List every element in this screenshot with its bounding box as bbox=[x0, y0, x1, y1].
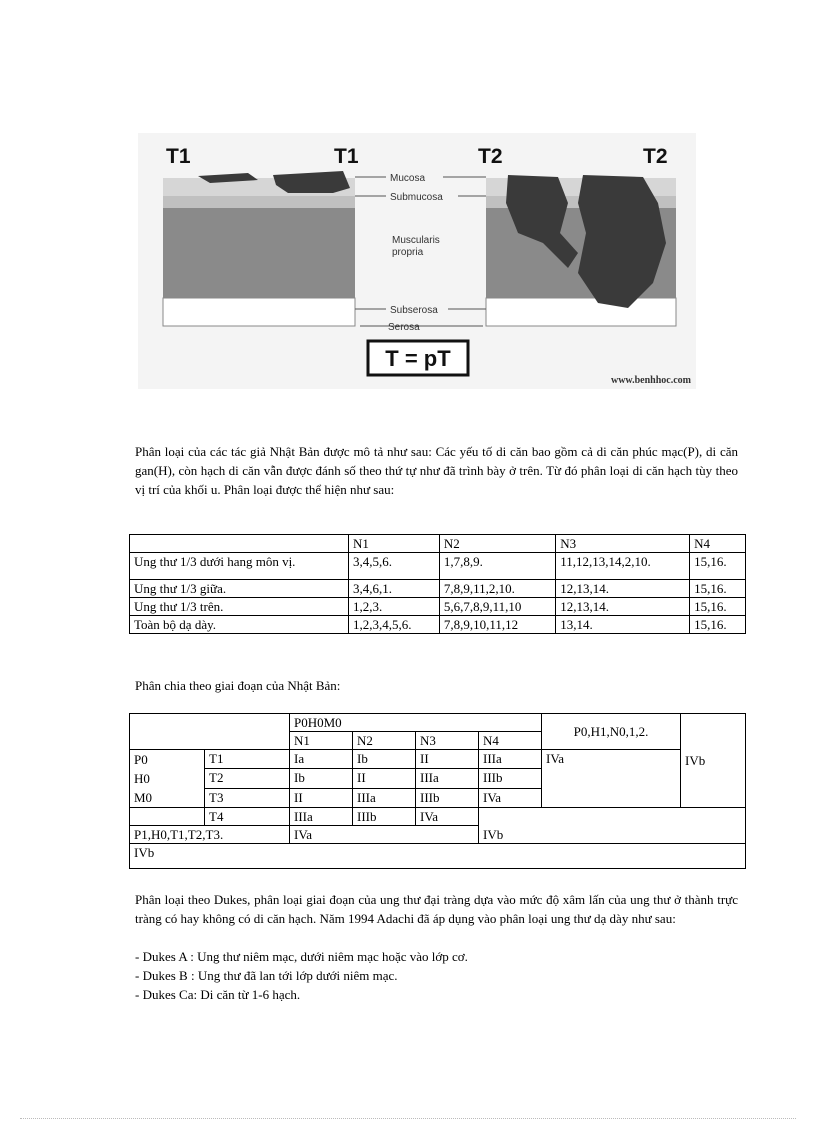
table-cell: 7,8,9,10,11,12 bbox=[439, 616, 555, 634]
page-footer-divider bbox=[20, 1118, 796, 1119]
muscularis-layer bbox=[163, 208, 355, 298]
table-cell: 7,8,9,11,2,10. bbox=[439, 580, 555, 598]
table-cell: IIIb bbox=[416, 788, 479, 807]
intro-paragraph: Phân loại của các tác giả Nhật Bản được mô tả như sau: Các yếu tố di căn bao gồm cả di căn phúc mạc(P), di căn gan(H), còn hạch di căn vẫn được đánh số theo thứ tự như đã trình bày ở trên. Từ đó phân loại di căn hạch tùy theo vị trí của khối u. Phân loại được thể hiện như sau: bbox=[135, 444, 738, 497]
left-tissue-block bbox=[163, 171, 355, 326]
ivb-cell: IVb bbox=[681, 714, 746, 808]
list-item: - Dukes Ca: Di căn từ 1-6 hạch. bbox=[135, 987, 301, 1002]
table-cell: 1,2,3,4,5,6. bbox=[349, 616, 440, 634]
table-cell: IIIa bbox=[353, 788, 416, 807]
row-group-cell bbox=[130, 750, 205, 808]
table-cell: II bbox=[353, 769, 416, 788]
p1-label-cell: P1,H0,T1,T2,T3. bbox=[130, 826, 290, 844]
table-corner-cell bbox=[130, 714, 290, 750]
table-header-cell bbox=[130, 535, 349, 553]
submucosa-layer bbox=[163, 196, 355, 208]
table-cell: Ung thư 1/3 dưới hang môn vị. bbox=[130, 553, 349, 580]
muscularis-label: Muscularis bbox=[392, 235, 440, 246]
table-row bbox=[130, 598, 746, 616]
table-cell: T2 bbox=[205, 769, 290, 788]
table-cell: IIIb bbox=[353, 808, 416, 826]
table-cell: IIIb bbox=[479, 769, 542, 788]
table-cell: 12,13,14. bbox=[556, 580, 690, 598]
table-cell: IIIa bbox=[290, 808, 353, 826]
row-group-label: M0 bbox=[134, 790, 153, 805]
table-header-cell: N4 bbox=[479, 732, 542, 750]
table-cell: IIIa bbox=[479, 750, 542, 769]
formula-text: T = pT bbox=[385, 346, 451, 371]
t1-right-label: T1 bbox=[334, 145, 359, 168]
stage-heading: Phân chia theo giai đoạn của Nhật Bản: bbox=[135, 678, 341, 693]
table-cell: Ung thư 1/3 giữa. bbox=[130, 580, 349, 598]
group-header-cell: P0,H1,N0,1,2. bbox=[542, 714, 681, 750]
list-item: - Dukes B : Ung thư đã lan tới lớp dưới niêm mạc. bbox=[135, 968, 398, 983]
table-header-cell: N3 bbox=[416, 732, 479, 750]
table-cell: 5,6,7,8,9,11,10 bbox=[439, 598, 555, 616]
row-group-label: P0 bbox=[134, 752, 148, 767]
table-cell: 1,2,3. bbox=[349, 598, 440, 616]
list-item: - Dukes A : Ung thư niêm mạc, dưới niêm mạc hoặc vào lớp cơ. bbox=[135, 949, 468, 964]
subserosa-label: Subserosa bbox=[390, 305, 438, 316]
table-cell: IVa bbox=[416, 808, 479, 826]
dukes-list bbox=[135, 947, 468, 1004]
table-cell: Ib bbox=[290, 769, 353, 788]
table-cell: 13,14. bbox=[556, 616, 690, 634]
table-header-cell: N1 bbox=[349, 535, 440, 553]
table-header-row bbox=[130, 535, 746, 553]
table-row bbox=[130, 808, 746, 826]
table-cell: T4 bbox=[205, 808, 290, 826]
submucosa-label: Submucosa bbox=[390, 192, 443, 203]
group-header-cell: P0H0M0 bbox=[290, 714, 542, 732]
table-cell: IVa bbox=[479, 788, 542, 807]
table-cell: 11,12,13,14,2,10. bbox=[556, 553, 690, 580]
table-header-cell: N2 bbox=[439, 535, 555, 553]
table-cell: 15,16. bbox=[690, 616, 746, 634]
table-cell: 12,13,14. bbox=[556, 598, 690, 616]
table-row bbox=[130, 580, 746, 598]
table-row bbox=[130, 750, 746, 769]
table-row bbox=[130, 844, 746, 869]
table-cell: 15,16. bbox=[690, 580, 746, 598]
subserosa-layer bbox=[486, 298, 676, 326]
table-cell: 3,4,6,1. bbox=[349, 580, 440, 598]
mucosa-label: Mucosa bbox=[390, 173, 426, 184]
table-cell: 3,4,5,6. bbox=[349, 553, 440, 580]
iva-cell: IVa bbox=[542, 750, 681, 808]
t1-left-label: T1 bbox=[166, 145, 191, 168]
table-header-cell: N4 bbox=[690, 535, 746, 553]
table-cell: Ung thư 1/3 trên. bbox=[130, 598, 349, 616]
table-cell: T3 bbox=[205, 788, 290, 807]
table-cell: T1 bbox=[205, 750, 290, 769]
last-row-cell: IVb bbox=[130, 844, 746, 869]
dukes-paragraph: Phân loại theo Dukes, phân loại giai đoạn của ung thư đại tràng dựa vào mức độ xâm lấn của ung thư ở thành trực tràng có hay không có di căn hạch. Năm 1994 Adachi đã áp dụng vào phân loại ung thư dạ dày như sau: bbox=[135, 892, 738, 926]
table-cell: 15,16. bbox=[690, 553, 746, 580]
table-cell: II bbox=[416, 750, 479, 769]
table-cell: 1,7,8,9. bbox=[439, 553, 555, 580]
tumor-depth-diagram bbox=[138, 133, 696, 389]
propria-label: propria bbox=[392, 247, 424, 258]
p1-iva-cell: IVa bbox=[290, 826, 479, 844]
p1-ivb-cell: IVb bbox=[479, 808, 746, 844]
t2-right-label: T2 bbox=[643, 145, 668, 168]
watermark: www.benhhoc.com bbox=[610, 375, 691, 386]
table-cell: 15,16. bbox=[690, 598, 746, 616]
right-tissue-block bbox=[486, 175, 676, 326]
table-header-cell: N2 bbox=[353, 732, 416, 750]
table-cell: IIIa bbox=[416, 769, 479, 788]
table-row bbox=[130, 616, 746, 634]
table-row bbox=[130, 714, 746, 732]
table-cell bbox=[130, 808, 205, 826]
tumor-depth-figure bbox=[138, 133, 696, 389]
table-header-cell: N1 bbox=[290, 732, 353, 750]
table-header-cell: N3 bbox=[556, 535, 690, 553]
row-group-label: H0 bbox=[134, 771, 150, 786]
t2-left-label: T2 bbox=[478, 145, 503, 168]
table-row bbox=[130, 553, 746, 580]
lymph-node-table bbox=[129, 534, 746, 634]
table-cell: II bbox=[290, 788, 353, 807]
table-cell: Ib bbox=[353, 750, 416, 769]
table-cell: Toàn bộ dạ dày. bbox=[130, 616, 349, 634]
subserosa-layer bbox=[163, 298, 355, 326]
table-cell: Ia bbox=[290, 750, 353, 769]
serosa-label: Serosa bbox=[388, 322, 420, 333]
stage-table bbox=[129, 713, 746, 869]
